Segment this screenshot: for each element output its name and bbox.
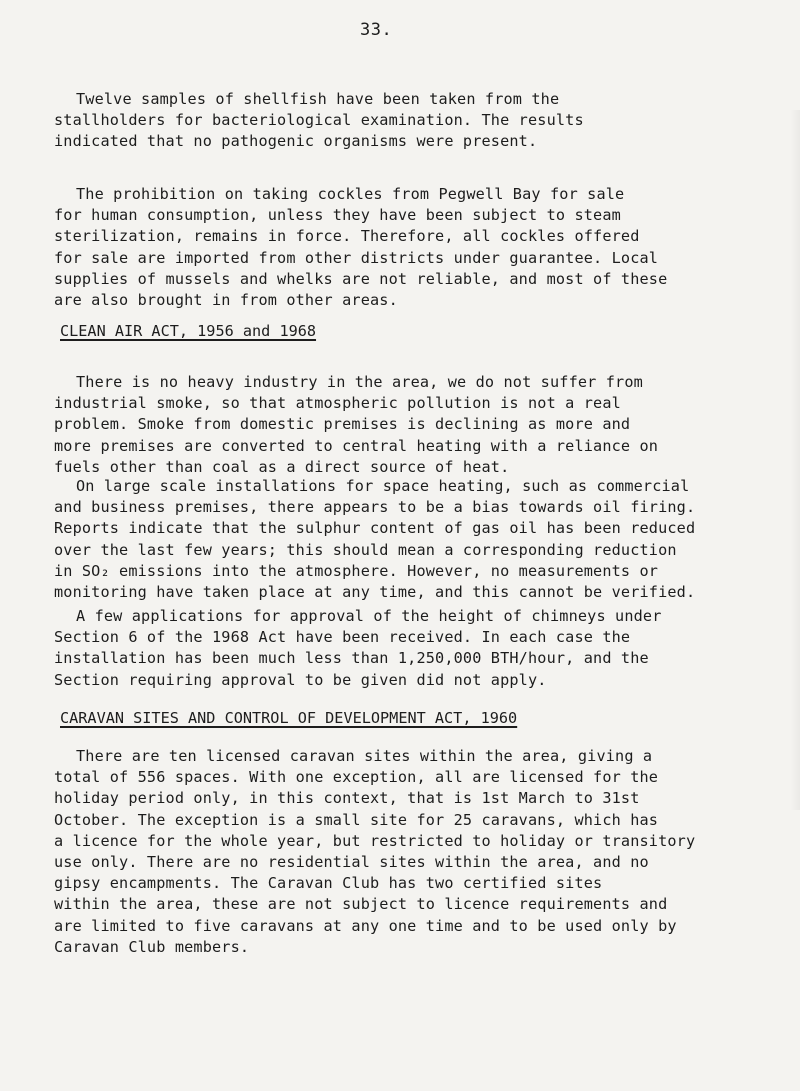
paragraph-atmospheric-pollution: There is no heavy industry in the area, we do not suffer from industrial smoke, so that atmospheric pollution is not a real problem. Smoke from domestic premises is declining as more and more premises are converted to central heating with a reliance on fuels other than coal as a direct source of heat.	[54, 373, 659, 476]
paragraph-caravan-sites: There are ten licensed caravan sites within the area, giving a total of 556 spaces. With one exception, all are licensed for the holiday period only, in this context, that is 1st March to 31st October. The exception is a small site for 25 caravans, which has a licence for the whole year, but restricted to holiday or transitory use only. There are no residential sites within the area, and no gipsy encampments. The Caravan Club has two certified sites within the area, these are not subject to licence requirements and are limited to five caravans at any one time and to be used only by Caravan Club members.	[54, 747, 696, 956]
paragraph-cockles-prohibition: The prohibition on taking cockles from Pegwell Bay for sale for human consumption, unless they have been subject to steam sterilization, remains in force. Therefore, all cockles offered for sale are imported from other districts under guarantee. Local supplies of mussels and whelks are not reliable, and most of these are also brought in from other areas.	[54, 185, 668, 310]
page-number: 33.	[360, 20, 393, 40]
heading-caravan-sites-act: CARAVAN SITES AND CONTROL OF DEVELOPMENT ACT, 1960	[60, 709, 518, 727]
paragraph-shellfish-samples: Twelve samples of shellfish have been taken from the stallholders for bacteriological examination. The results indicated that no pathogenic organisms were present.	[54, 90, 584, 151]
page-edge-shadow	[790, 110, 800, 810]
paragraph-oil-firing: On large scale installations for space heating, such as commercial and business premises, there appears to be a bias towards oil firing. Reports indicate that the sulphur content of gas oil has been reduced over the last few years; this should mean a corresponding reduction in SO₂ emissions into the atmosphere. However, no measurements or monitoring have taken place at any time, and this cannot be verified.	[54, 477, 696, 602]
paragraph-chimney-applications: A few applications for approval of the height of chimneys under Section 6 of the 1968 Act have been received. In each case the installation has been much less than 1,250,000 BTH/hour, and the Section requiring approval to be given did not apply.	[54, 607, 662, 689]
heading-clean-air-act: CLEAN AIR ACT, 1956 and 1968	[60, 322, 317, 340]
